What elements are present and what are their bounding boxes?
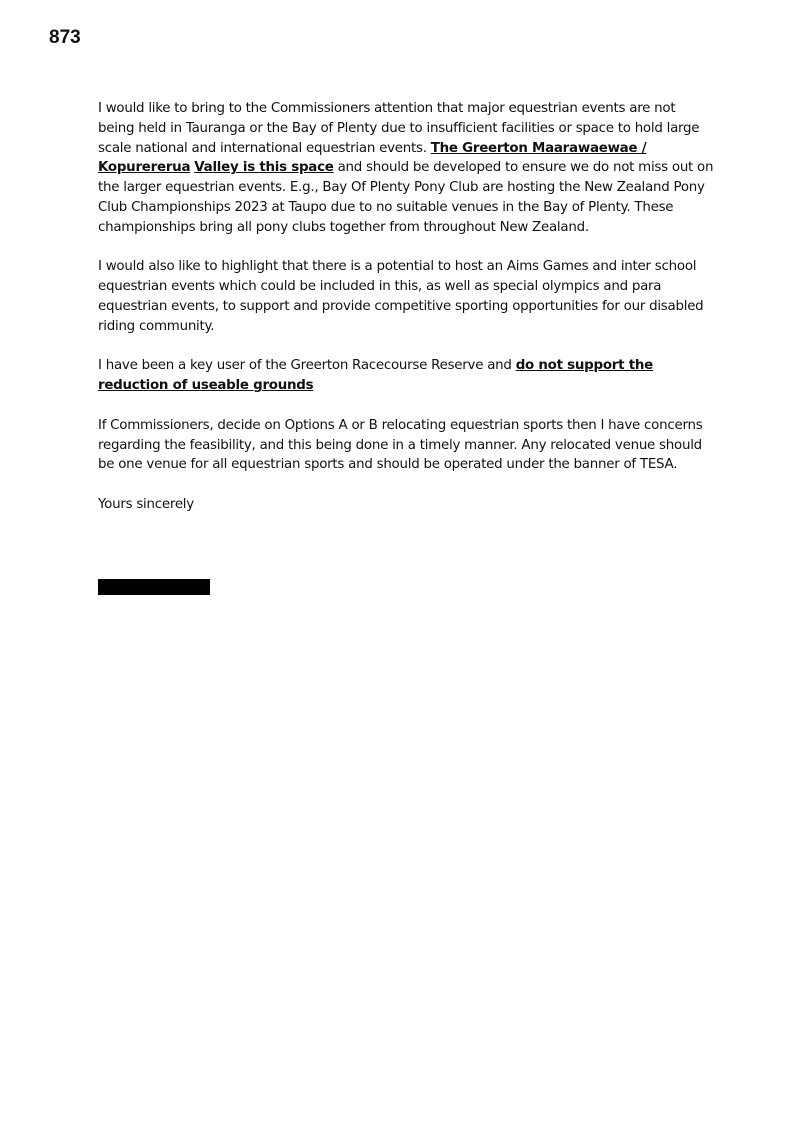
paragraph-aims-games: I would also like to highlight that there is a potential to host an Aims Games and inter school equestrian events which could be included in this, as well as special olympics and para equestrian events, to support and provide competitive sporting opportunities for our disabled riding community. — [98, 259, 704, 334]
paragraph-text: I have been a key user of the Greerton Racecourse Reserve and — [98, 358, 516, 374]
redacted-signature — [98, 579, 210, 595]
emphasis-valley-space: Valley is this space — [194, 160, 334, 176]
paragraph-text: I would like to bring to the Commissioners attention that major equestrian events are not being held in Tauranga or the Bay of Plenty due to insufficient facilities or space to hold large scale national and international equestrian events. — [98, 101, 700, 156]
paragraph-key-user — [98, 356, 714, 396]
emphasis-greerton-kopurererua: The Greerton Maarawaewae / Kopurererua — [98, 140, 647, 176]
page-number: 873 — [49, 27, 81, 48]
paragraph-text: and should be developed to ensure we do not miss out on the larger equestrian events. E.g., Bay Of Plenty Pony Club are hosting the New Zealand Pony Club Championships 2023 at Taupo due to no suitable venues in the Bay of Plenty. These championships bring all pony clubs together from throughout New Zealand. — [98, 160, 714, 235]
emphasis-do-not-support: do not support the reduction of useable grounds — [98, 358, 653, 394]
paragraph-relocation: If Commissioners, decide on Options A or B relocating equestrian sports then I have concerns regarding the feasibility, and this being done in a timely manner. Any relocated venue should be one venue for all equestrian sports and should be operated under the banner of TESA. — [98, 417, 703, 473]
closing-salutation: Yours sincerely — [98, 496, 194, 512]
paragraph-facilities — [98, 99, 714, 238]
letter-body — [98, 99, 714, 535]
